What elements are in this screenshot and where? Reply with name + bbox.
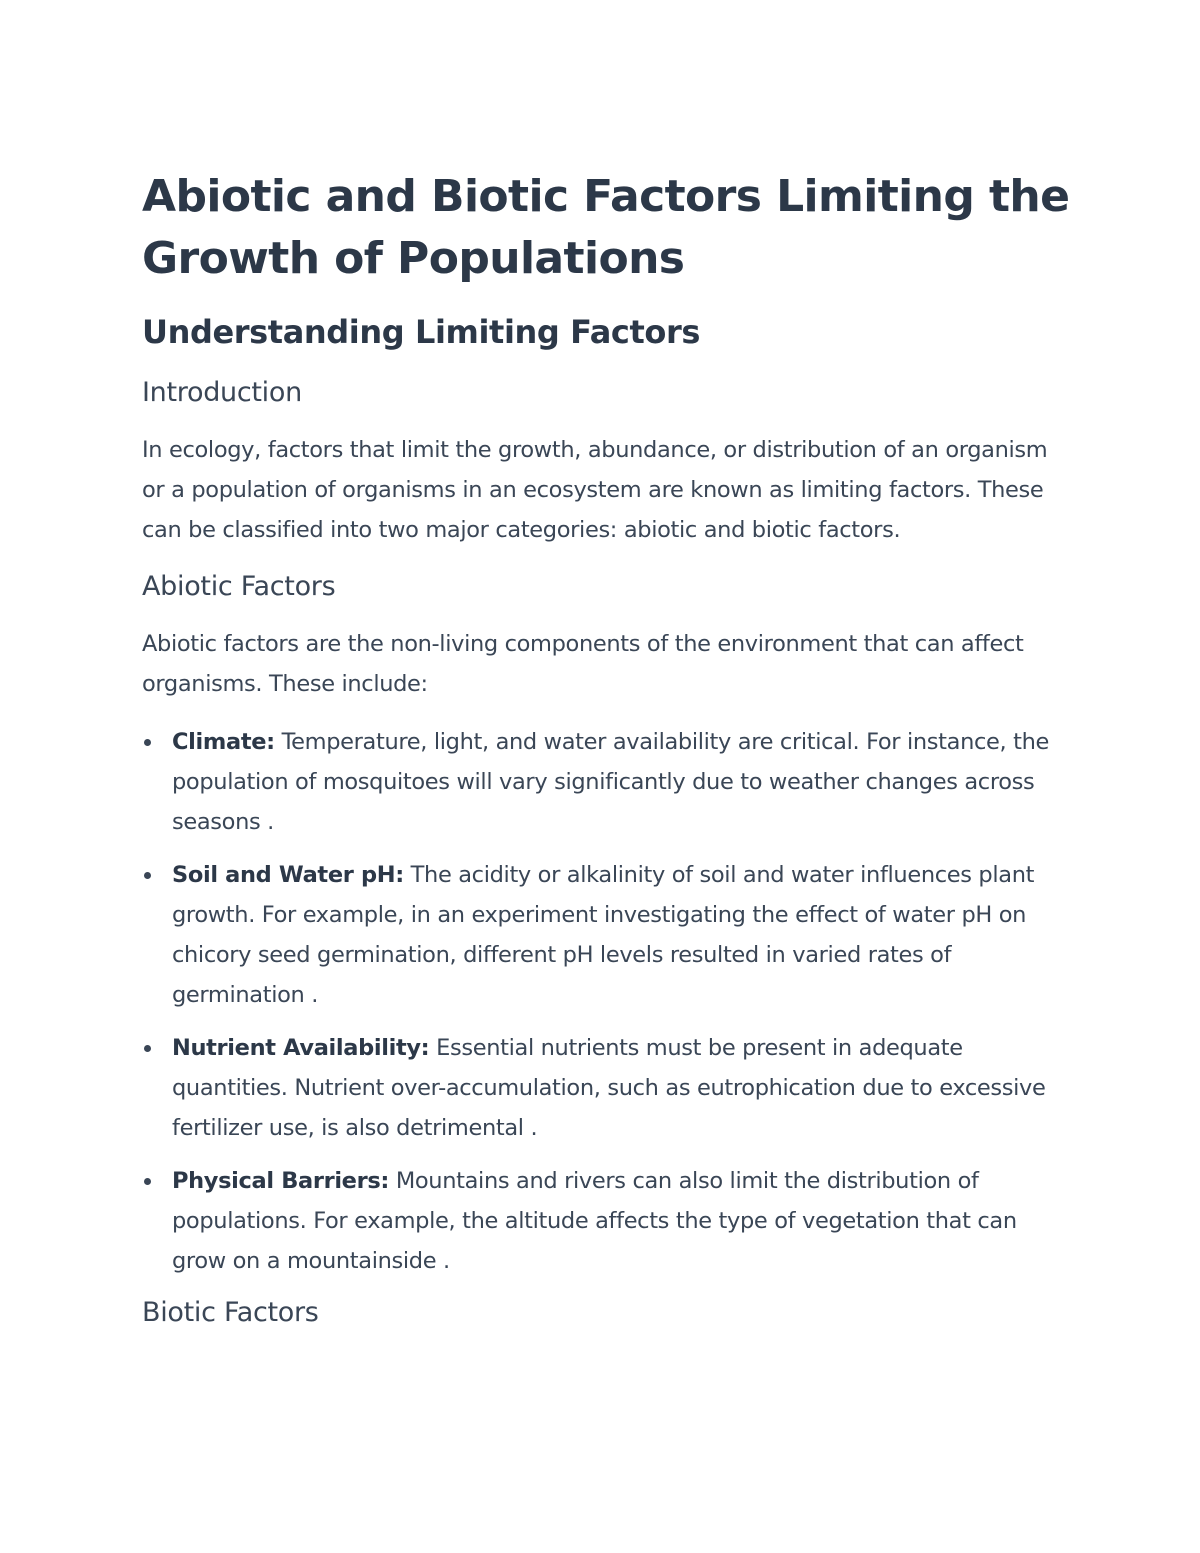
abiotic-section xyxy=(142,568,1072,1281)
introduction-section xyxy=(142,374,1072,550)
document-page xyxy=(142,166,1072,1350)
abiotic-factor-list xyxy=(142,722,1072,1281)
biotic-section xyxy=(142,1294,1072,1332)
factor-description: The acidity or alkalinity of soil and water influences plant growth. For example, in an experiment investigating the effect of water pH on chicory seed germination, different pH levels resulted in varied rates of germination . xyxy=(172,862,1035,1008)
factor-description: Essential nutrients must be present in adequate quantities. Nutrient over-accumulation, such as eutrophication due to excessive fertilizer use, is also detrimental . xyxy=(172,1035,1046,1141)
list-item xyxy=(142,1161,1072,1281)
biotic-heading: Biotic Factors xyxy=(142,1297,319,1328)
factor-description: Temperature, light, and water availability are critical. For instance, the population of mosquitoes will vary significantly due to weather changes across seasons . xyxy=(172,729,1049,835)
list-item xyxy=(142,722,1072,842)
bullet-icon xyxy=(144,1178,151,1185)
factor-description: Mountains and rivers can also limit the distribution of populations. For example, the altitude affects the type of vegetation that can grow on a mountainside . xyxy=(172,1168,1017,1274)
bullet-icon xyxy=(144,739,151,746)
document-subtitle: Understanding Limiting Factors xyxy=(142,313,701,351)
list-item xyxy=(142,1028,1072,1148)
factor-term: Climate: xyxy=(172,729,275,755)
bullet-icon xyxy=(144,1045,151,1052)
factor-term: Nutrient Availability: xyxy=(172,1035,430,1061)
abiotic-heading: Abiotic Factors xyxy=(142,571,336,602)
bullet-icon xyxy=(144,872,151,879)
abiotic-intro: Abiotic factors are the non-living components of the environment that can affect organisms. These include: xyxy=(142,631,1024,697)
factor-term: Soil and Water pH: xyxy=(172,862,404,888)
list-item xyxy=(142,855,1072,1015)
document-title: Abiotic and Biotic Factors Limiting the Growth of Populations xyxy=(142,171,1070,284)
introduction-heading: Introduction xyxy=(142,377,302,408)
introduction-body: In ecology, factors that limit the growth, abundance, or distribution of an organism or a population of organisms in an ecosystem are known as limiting factors. These can be classified into two major categories: abiotic and biotic factors. xyxy=(142,437,1048,543)
factor-term: Physical Barriers: xyxy=(172,1168,390,1194)
